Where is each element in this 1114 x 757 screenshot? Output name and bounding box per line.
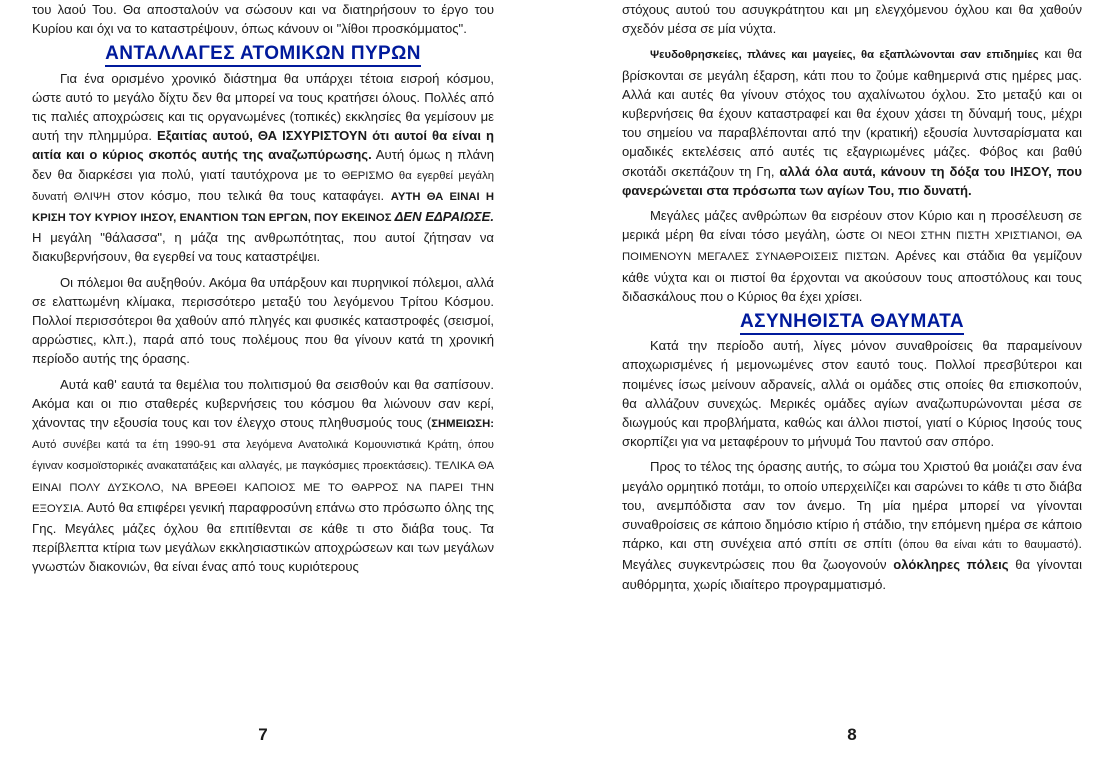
bold-text: Ψευδοθρησκείες, πλάνες και μαγείες, θα εξαπλώνονται σαν επιδημίες	[650, 49, 1039, 62]
text-run: Μεγάλες μάζες ανθρώπων θα εισρέουν στον Κύριο και η προσέλευση σε μερικά μέρη θα είναι τόσο μεγάλη, ώστε	[622, 208, 1082, 243]
text-run: Αυτή όμως η πλάνη δεν θα διαρκέσει για πολύ, γιατί ταυτόχρονα με το	[32, 147, 494, 182]
page-number: 8	[847, 725, 857, 744]
text-run: Αυτά καθ' εαυτά τα θεμέλια του πολιτισμού θα σεισθούν και θα σαπίσουν. Ακόμα και οι πιο σταθερές κυβερνήσεις του κόσμου θα λιώνουν σαν κερί, χάνοντας την εξουσία τους και τον έλεγχο στους πληθυσμούς τους (	[32, 376, 494, 431]
small-caps-text: ΘΕΡΙΣΜΟ θα εγερθεί μεγάλη δυνατή ΘΛΙΨΗ	[32, 169, 494, 203]
left-page-text	[32, 0, 494, 577]
paragraph: Οι πόλεμοι θα αυξηθούν. Ακόμα θα υπάρξουν και πυρηνικοί πόλεμοι, αλλά σε ελαττωμένη κλίμακα, περισσότερο μεταξύ του λεγόμενου Τρίτου Κόσμου. Πολλοί περισσότεροι θα χαθούν από πληγές και φυσικές καταστροφές (σεισμοί, αρρώστιες, κλπ.), παρά από τους πολέμους που θα γίνουν κατά τη χρονική περίοδο αυτής της όρασης.	[32, 274, 494, 367]
small-text: όπου θα είναι κάτι το θαυμαστό	[902, 539, 1075, 552]
note-text: Αυτό συνέβει κατά τα έτη 1990-91 στα λεγόμενα Ανατολικά Κομουνιστικά Κράτη, όπου έγιναν κοσμοϊστορικές ανακατατάξεις και αλλαγές, με παγκόσμιες προεκτάσεις). ΤΕΛΙΚΑ ΘΑ ΕΙΝΑΙ ΠΟΛΥ ΔΥΣΚΟΛΟ, ΝΑ ΒΡΕΘΕΙ ΚΑΠΟΙΟΣ ΜΕ ΤΟ ΘΑΡΡΟΣ ΝΑ ΠΑΡΕΙ ΤΗΝ ΕΞΟΥΣΙΑ.	[32, 439, 494, 515]
paragraph: Κατά την περίοδο αυτή, λίγες μόνον συναθροίσεις θα παραμείνουν αποχωρισμένες ή μεμονωμένες στον εαυτό τους. Πολλοί πρεσβύτεροι και ποιμένες ίσως μείνουν αδρανείς, αλλά οι ομάδες στις οποίες θα επισκοπούν, θα αλλάζουν συνεχώς. Μερικές ομάδες αγίων αναζωπυρώνονται μέσα σε διωγμούς και προβλήματα, καθώς και άλλοι πιστοί, γιατί ο Κύριος Ιησούς τους σκορπίζει για να μεταφέρουν το μήνυμά Του παντού σαν σπόρο.	[622, 338, 1082, 450]
right-page-text	[622, 0, 1082, 594]
text-run: θα γίνονται αυθόρμητα, χωρίς ιδιαίτερο προγραμματισμό.	[622, 557, 1082, 592]
section-heading-unusual-miracles	[622, 312, 1082, 331]
paragraph	[622, 206, 1082, 306]
text-run: ). Μεγάλες συγκεντρώσεις που θα ζωογονούν	[622, 536, 1083, 573]
bold-text: Εξαιτίας αυτού, ΘΑ ΙΣΧΥΡΙΣΤΟΥΝ ότι αυτοί θα είναι η αιτία και ο κύριος σκοπός αυτής της αναζωπύρωσης.	[32, 128, 494, 163]
section-heading-nuclear-exchanges	[32, 44, 494, 63]
paragraph	[622, 457, 1082, 593]
text-run: Αρένες και στάδια θα γεμίζουν κάθε νύχτα και οι πιστοί θα έρχονται να ακούσουν τους αποστόλους και τους διδασκάλους που ο Κύριος θα έχει χρίσει.	[622, 248, 1083, 304]
paragraph	[32, 375, 494, 577]
page-number: 7	[258, 725, 268, 744]
text-run: Η μεγάλη "θάλασσα", η μάζα της ανθρωπότητας, που αυτοί ζήτησαν να διακυβερνήσουν, θα εγερθεί να τους καταστρέψει.	[32, 230, 494, 265]
small-caps-text: ΟΙ ΝΕΟΙ ΣΤΗΝ ΠΙΣΤΗ ΧΡΙΣΤΙΑΝΟΙ, ΘΑ ΠΟΙΜΕΝΟΥΝ ΜΕΓΑΛΕΣ ΣΥΝΑΘΡΟΙΣΕΙΣ ΠΙΣΤΩΝ.	[622, 230, 1082, 264]
bold-text: ολόκληρες πόλεις	[893, 557, 1009, 573]
bold-text: αλλά όλα αυτά, κάνουν τη δόξα του ΙΗΣΟΥ, που φανερώνεται στα πρόσωπα των αγίων Του, πιο δυνατή.	[622, 163, 1082, 198]
text-run: και θα βρίσκονται σε μεγάλη έξαρση, κάτι που το ζούμε καθημερινά στις ημέρες μας. Αλλά και αυτές θα γίνουν στόχος του αχαλίνωτου όχλου. Στο μεταξύ και οι κυβερνήσεις θα έχουν καταστραφεί και θα έχουν χάσει τη δύναμή τους, μέχρι του σημείου να παραβλέπονται από την (κρατική) εξουσία λυντσαρίσματα και ομαδικές εκτελέσεις από αυτές τις εξαγριωμένες μάζες. Φόβος και βαθύ σκοτάδι σκεπάζουν τη Γη,	[622, 46, 1082, 179]
text-run: Για ένα ορισμένο χρονικό διάστημα θα υπάρχει τέτοια εισροή κόσμου, ώστε αυτό το μεγάλο δίχτυ δεν θα μπορεί να τους κρατήσει όλους. Πολλές από τις παλιές αποχρώσεις και τις οργανωμένες (τοπικές) εκκλησίες θα γεμίσουν με αυτή την πλημμύρα.	[32, 70, 494, 144]
text-run: Προς το τέλος της όρασης αυτής, το σώμα του Χριστού θα μοιάζει σαν ένα μεγάλο ορμητικό ποτάμι, το οποίο υπερχειλίζει και σαρώνει το κάθε τι στο διάβα του, ανεμπόδιστα σαν τον άνεμο. Τη μία ημέρα μπορεί να γίνονται συναθροίσεις σε κάποιο δημόσιο κτίριο ή στάδιο, την επόμενη ημέρα σε κάποιο πάρκο, και στη συνέχεια από σπίτι σε σπίτι (	[622, 459, 1082, 552]
section-heading-text: ΑΣΥΝΗΘΙΣΤΑ ΘΑΥΜΑΤΑ	[740, 311, 964, 335]
bold-caps-text: ΑΥΤΗ ΘΑ ΕΙΝΑΙ Η ΚΡΙΣΗ ΤΟΥ ΚΥΡΙΟΥ ΙΗΣΟΥ, ΕΝΑΝΤΙΟΝ ΤΩΝ ΕΡΓΩΝ, ΠΟΥ ΕΚΕΙΝΟΣ	[32, 190, 494, 225]
section-heading-text: ΑΝΤΑΛΛΑΓΕΣ ΑΤΟΜΙΚΩΝ ΠΥΡΩΝ	[105, 43, 421, 67]
right-page	[622, 0, 1082, 757]
left-page	[32, 0, 494, 757]
text-run: Αυτό θα επιφέρει γενική παραφροσύνη επάνω στο πρόσωπο όλης της Γης. Μεγάλες μάζες όχλου θα επιτίθενται σε κάθε τι στο διάβα τους. Τα περίβλεπτα κτίρια των μεγάλων εκκλησιαστικών αποχρώσεων και των μεγάλων γνωστών διακονιών, θα είναι ένας από τους κυριότερους	[32, 499, 494, 575]
bold-italic-text: ΔΕΝ ΕΔΡΑΙΩΣΕ.	[394, 209, 494, 225]
paragraph	[32, 69, 494, 267]
paragraph	[622, 44, 1082, 200]
right-intro-paragraph: στόχους αυτού του ασυγκράτητου και μη ελεγχόμενου όχλου και θα χαθούν σχεδόν μέσα σε μία νύχτα.	[622, 2, 1082, 37]
text-run: στον κόσμο, που τελικά θα τους καταφάγει.	[110, 187, 391, 203]
note-label: ΣΗΜΕΙΩΣΗ:	[431, 418, 494, 431]
left-intro-paragraph: του λαού Του. Θα αποσταλούν να σώσουν και να διατηρήσουν το έργο του Κυρίου και όχι να το καταστρέψουν, όπως κάνουν οι "λίθοι προσκόμματος".	[32, 2, 494, 37]
